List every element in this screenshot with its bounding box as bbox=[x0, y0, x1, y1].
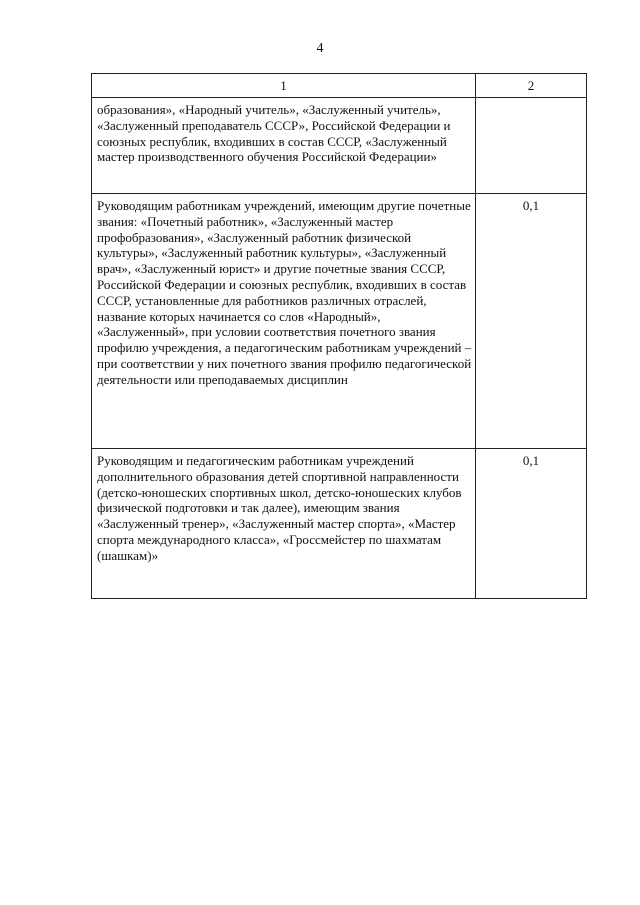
row-value-cell bbox=[476, 98, 587, 194]
column-header-2: 2 bbox=[476, 74, 587, 98]
row-text-cell: образования», «Народный учитель», «Заслуженный учитель», «Заслуженный преподаватель СССР», Российской Федерации и союзных республик, входивших в состав СССР, «Заслуженный мастер производственного обучения Российской Федерации» bbox=[92, 98, 476, 194]
table-header-row bbox=[92, 74, 587, 98]
coefficient-table bbox=[91, 73, 587, 599]
row-text-cell: Руководящим и педагогическим работникам учреждений дополнительного образования детей спортивной направленности (детско-юношеских спортивных школ, детско-юношеских клубов физической подготовки и так далее), имеющим звания «Заслуженный тренер», «Заслуженный мастер спорта», «Мастер спорта международного класса», «Гроссмейстер по шахматам (шашкам)» bbox=[92, 449, 476, 599]
table-row bbox=[92, 449, 587, 599]
page-number: 4 bbox=[316, 41, 324, 56]
table-row bbox=[92, 98, 587, 194]
column-header-1: 1 bbox=[92, 74, 476, 98]
table-row bbox=[92, 194, 587, 449]
row-value-cell: 0,1 bbox=[476, 449, 587, 599]
row-value-cell: 0,1 bbox=[476, 194, 587, 449]
row-text-cell: Руководящим работникам учреждений, имеющим другие почетные звания: «Почетный работник», «Заслуженный мастер профобразования», «Заслуженный работник физической культуры», «Заслуженный работник культуры», «Заслуженный врач», «Заслуженный юрист» и другие почетные звания СССР, Российской Федерации и союзных республик, входивших в состав СССР, установленные для работников различных отраслей, название которых начинается со слов «Народный», «Заслуженный», при условии соответствия почетного звания профилю учреждения, а педагогическим работникам учреждений – при соответствии у них почетного звания профилю педагогической деятельности или преподаваемых дисциплин bbox=[92, 194, 476, 449]
